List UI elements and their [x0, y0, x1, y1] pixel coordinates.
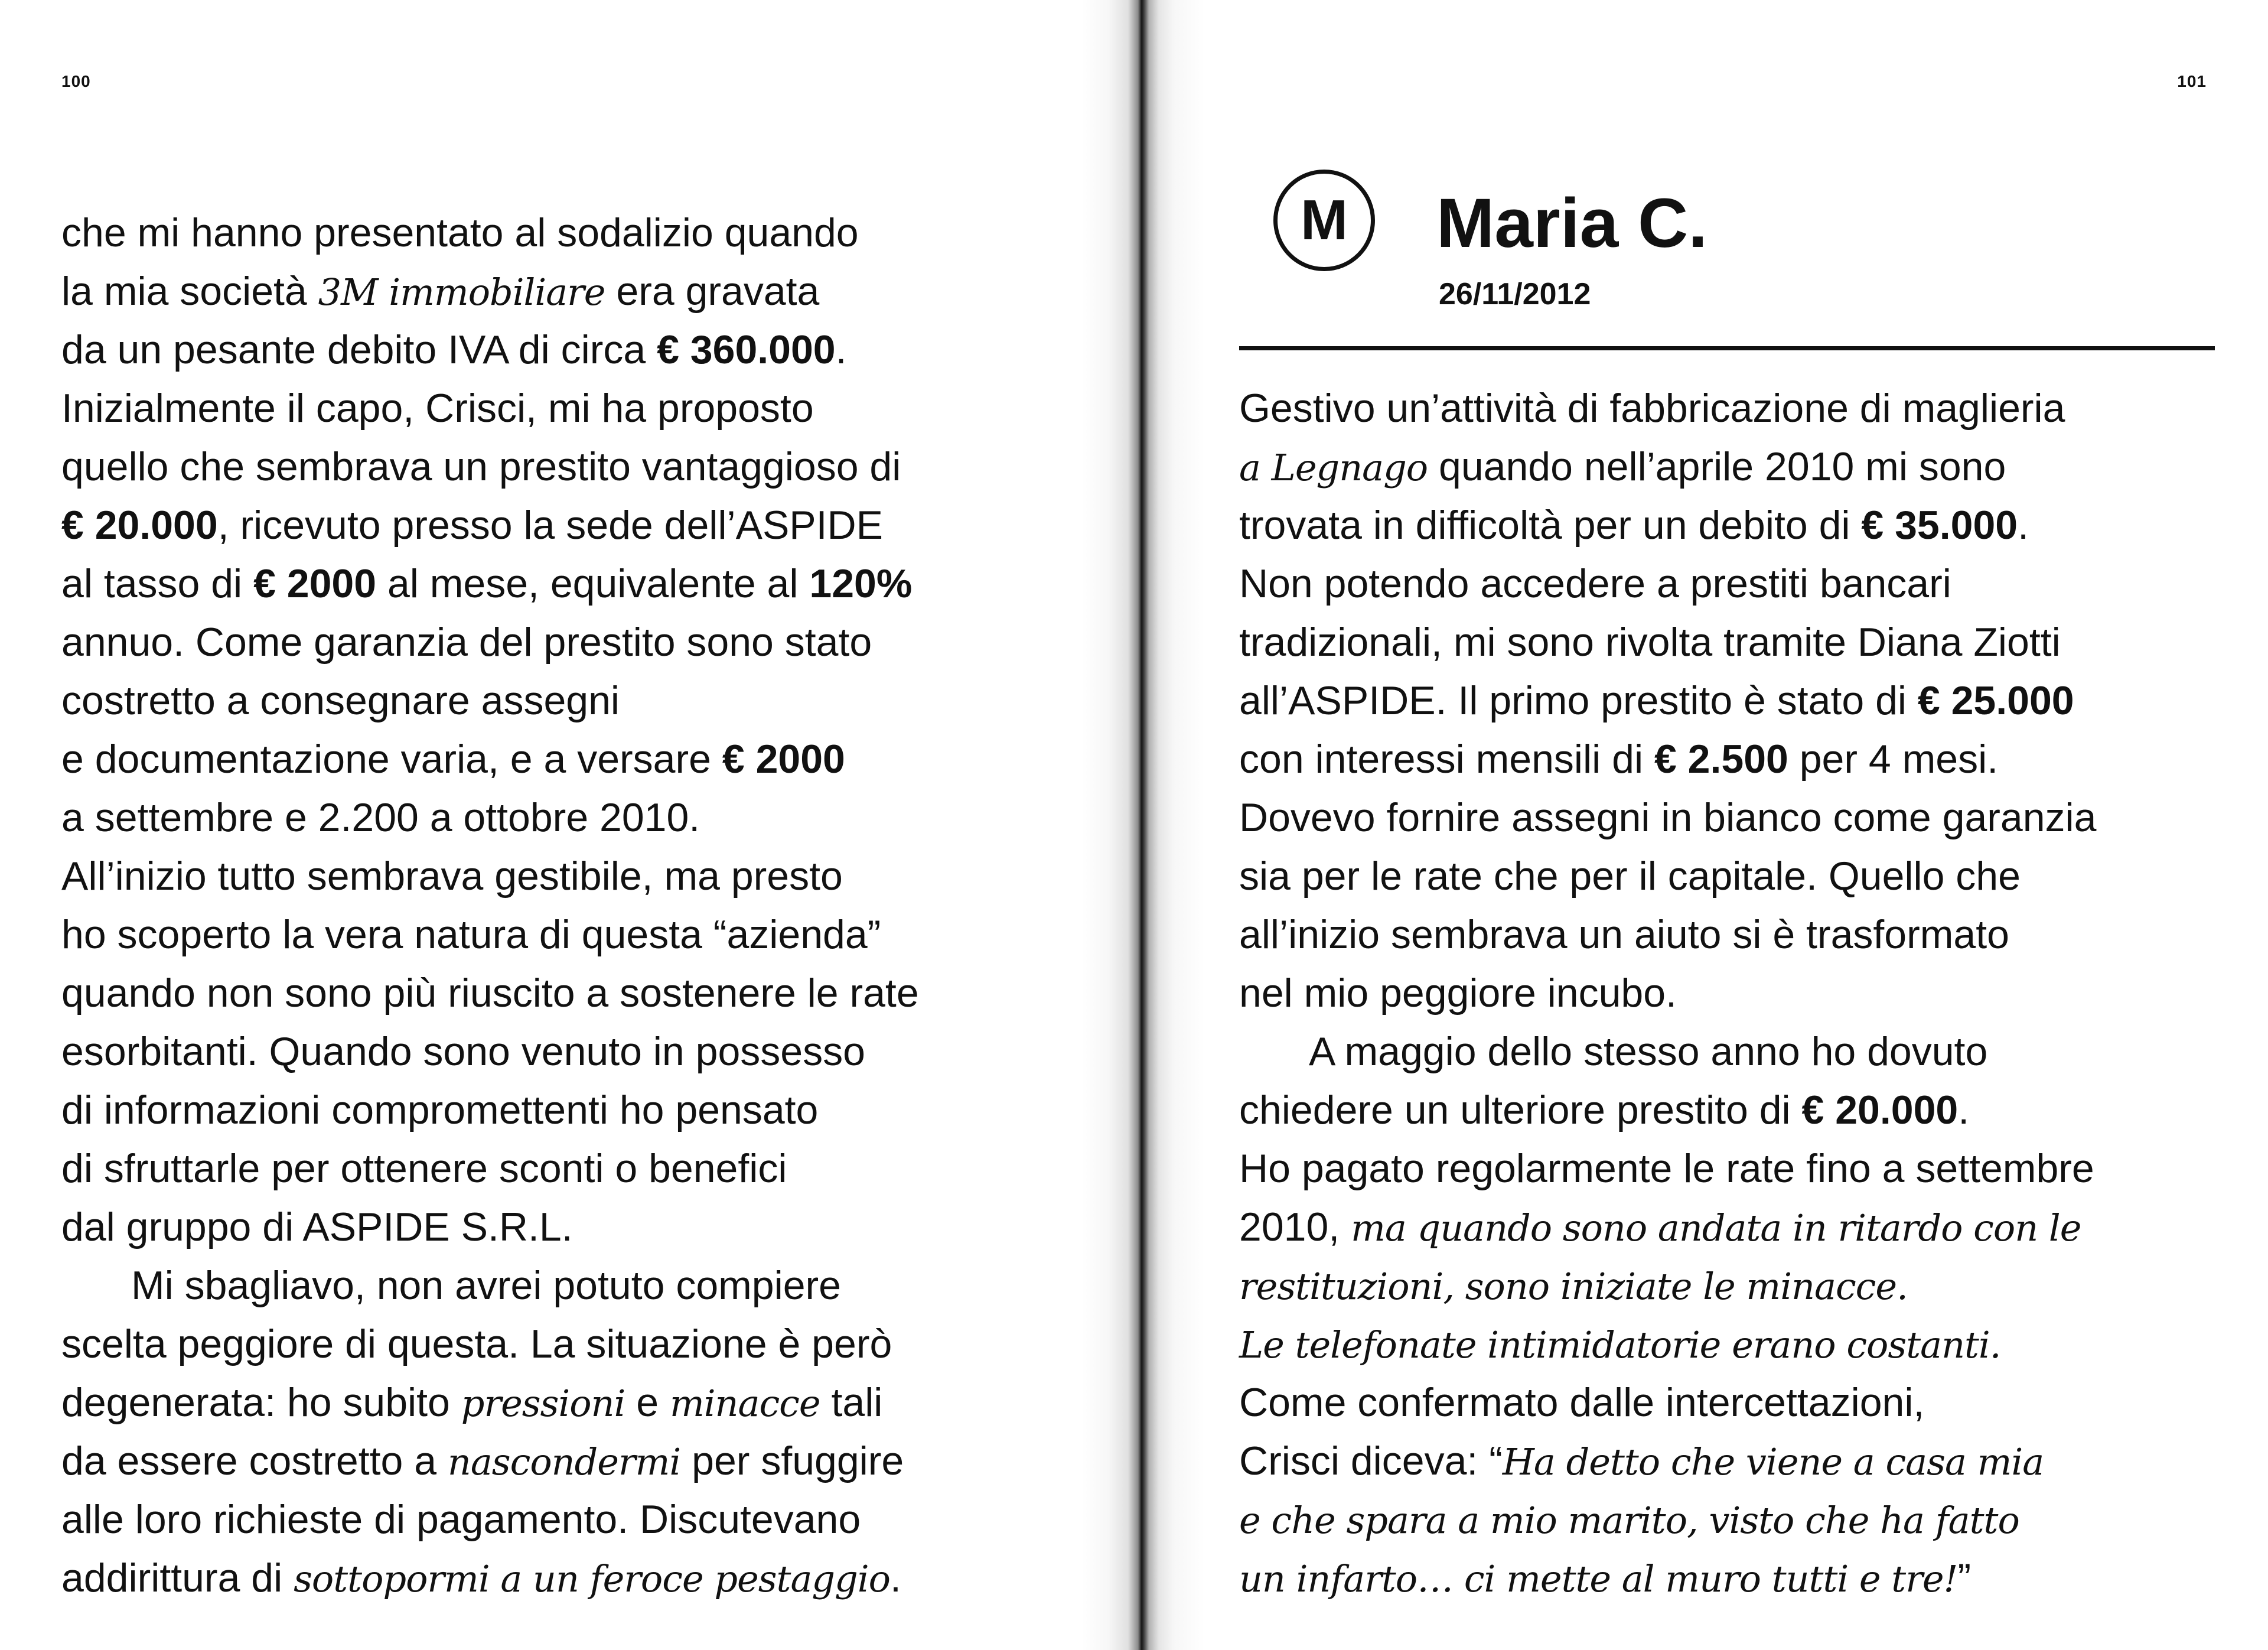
text-segment: scelta peggiore di questa. La situazione è però: [61, 1322, 892, 1366]
text-segment: tradizionali, mi sono rivolta tramite Diana Ziotti: [1239, 620, 2061, 665]
text-segment: A maggio dello stesso anno ho dovuto: [1309, 1029, 1988, 1074]
text-segment: .: [1958, 1088, 1970, 1132]
bold-amount: € 2000: [253, 561, 377, 606]
text-line: [1239, 1081, 2096, 1140]
text-segment: per sfuggire: [680, 1439, 904, 1483]
text-segment: da un pesante debito IVA di circa: [61, 327, 657, 372]
text-line: [1239, 1198, 2096, 1257]
text-line: [61, 847, 919, 906]
text-segment: Dovevo fornire assegni in bianco come garanzia: [1239, 795, 2097, 840]
heading-divider: [1239, 346, 2215, 350]
text-segment: esorbitanti. Quando sono venuto in possesso: [61, 1029, 865, 1074]
text-segment: che mi hanno presentato al sodalizio quando: [61, 210, 859, 255]
text-segment: quando nell’aprile 2010 mi sono: [1428, 444, 2006, 489]
emphasis-text: minacce: [669, 1382, 820, 1425]
text-line: [61, 1549, 919, 1607]
text-segment: Come confermato dalle intercettazioni,: [1239, 1380, 1925, 1425]
text-line: [61, 555, 919, 613]
text-line: [61, 1140, 919, 1198]
text-line: [61, 1490, 919, 1549]
emphasis-text: ma quando sono andata in ritardo con le: [1351, 1206, 2081, 1249]
page-number-left: 100: [61, 72, 91, 90]
text-line: [1239, 1374, 2096, 1432]
text-segment: quando non sono più riuscito a sostenere le rate: [61, 971, 919, 1016]
emphasis-text: Ha detto che viene a casa mia: [1502, 1440, 2044, 1483]
text-line: [61, 379, 919, 438]
text-segment: e: [625, 1380, 670, 1425]
text-line: [1239, 1549, 2096, 1607]
text-line: [1239, 1432, 2096, 1490]
text-segment: alle loro richieste di pagamento. Discutevano: [61, 1497, 861, 1542]
text-segment: addirittura di: [61, 1555, 294, 1600]
text-segment: all’inizio sembrava un aiuto si è trasformato: [1239, 912, 2009, 957]
text-line: [61, 789, 919, 847]
emphasis-text: restituzioni, sono iniziate le minacce.: [1239, 1265, 1908, 1308]
text-line: [1239, 672, 2096, 730]
text-line: [61, 613, 919, 672]
text-segment: Non potendo accedere a prestiti bancari: [1239, 561, 1951, 606]
text-segment: .: [835, 327, 847, 372]
text-line: [1239, 613, 2096, 672]
text-line: [1239, 1257, 2096, 1315]
text-line: [1239, 847, 2096, 906]
text-segment: e documentazione varia, e a versare: [61, 737, 722, 782]
text-segment: Inizialmente il capo, Crisci, mi ha proposto: [61, 386, 814, 431]
text-segment: trovata in difficoltà per un debito di: [1239, 503, 1862, 548]
text-segment: dal gruppo di ASPIDE S.R.L.: [61, 1205, 573, 1249]
text-segment: annuo. Come garanzia del prestito sono stato: [61, 620, 872, 665]
text-segment: di informazioni compromettenti ho pensato: [61, 1088, 819, 1132]
bold-amount: € 20.000: [61, 503, 218, 548]
text-segment: 2010,: [1239, 1205, 1351, 1249]
text-line: [61, 438, 919, 496]
emphasis-text: a Legnago: [1239, 446, 1428, 489]
text-line: [61, 262, 919, 321]
text-line: [61, 906, 919, 964]
emphasis-text: pressioni: [461, 1382, 625, 1425]
text-line: [1239, 1490, 2096, 1549]
right-body-text: [1239, 379, 2096, 1607]
text-line: [1239, 964, 2096, 1023]
text-line: [1239, 1140, 2096, 1198]
bold-amount: € 2000: [722, 737, 845, 782]
text-segment: .: [2018, 503, 2029, 548]
text-segment: .: [889, 1555, 901, 1600]
text-segment: all’ASPIDE. Il primo prestito è stato di: [1239, 678, 1918, 723]
emphasis-text: 3M immobiliare: [318, 271, 605, 314]
bold-amount: € 360.000: [657, 327, 836, 372]
text-line: [61, 1432, 919, 1490]
text-line: [1239, 438, 2096, 496]
text-segment: ”: [1957, 1555, 1972, 1600]
text-line: [1239, 1315, 2096, 1374]
text-segment: da essere costretto a: [61, 1439, 448, 1483]
monogram-badge: M: [1273, 170, 1375, 271]
text-line: [61, 1198, 919, 1257]
bold-amount: € 20.000: [1801, 1088, 1959, 1132]
text-segment: di sfruttarle per ottenere sconti o benefici: [61, 1146, 787, 1191]
text-segment: sia per le rate che per il capitale. Quello che: [1239, 854, 2021, 899]
text-segment: , ricevuto presso la sede dell’ASPIDE: [217, 503, 884, 548]
text-line: [61, 204, 919, 262]
text-segment: la mia società: [61, 269, 318, 314]
emphasis-text: e che spara a mio marito, visto che ha fatto: [1239, 1499, 2019, 1542]
text-line: [1239, 906, 2096, 964]
text-segment: All’inizio tutto sembrava gestibile, ma presto: [61, 854, 843, 899]
left-body-text: [61, 204, 919, 1607]
text-segment: con interessi mensili di: [1239, 737, 1654, 782]
text-line: [61, 496, 919, 555]
text-line: [61, 1081, 919, 1140]
emphasis-text: nascondermi: [447, 1440, 681, 1483]
text-line: [61, 672, 919, 730]
text-line: [1239, 379, 2096, 438]
text-segment: ho scoperto la vera natura di questa “azienda”: [61, 912, 881, 957]
text-line: [61, 1023, 919, 1081]
text-line: [1239, 1023, 2096, 1081]
bold-amount: € 25.000: [1917, 678, 2074, 723]
text-line: [1239, 555, 2096, 613]
bold-amount: 120%: [809, 561, 913, 606]
emphasis-text: un infarto… ci mette al muro tutti e tre!: [1239, 1557, 1958, 1600]
text-segment: al mese, equivalente al: [376, 561, 810, 606]
emphasis-text: sottopormi a un feroce pestaggio: [294, 1557, 890, 1600]
text-segment: Crisci diceva: “: [1239, 1439, 1503, 1483]
text-line: [61, 1315, 919, 1374]
text-segment: quello che sembrava un prestito vantaggioso di: [61, 444, 901, 489]
text-segment: per 4 mesi.: [1788, 737, 1999, 782]
text-segment: chiedere un ulteriore prestito di: [1239, 1088, 1802, 1132]
text-segment: era gravata: [605, 269, 820, 314]
text-segment: degenerata: ho subito: [61, 1380, 461, 1425]
text-line: [1239, 730, 2096, 789]
bold-amount: € 2.500: [1654, 737, 1788, 782]
text-segment: al tasso di: [61, 561, 254, 606]
text-segment: a settembre e 2.200 a ottobre 2010.: [61, 795, 700, 840]
text-segment: tali: [820, 1380, 883, 1425]
text-line: [61, 1374, 919, 1432]
emphasis-text: Le telefonate intimidatorie erano costanti.: [1239, 1323, 2001, 1366]
text-segment: Mi sbagliavo, non avrei potuto compiere: [131, 1263, 841, 1308]
text-line: [61, 964, 919, 1023]
text-line: [61, 321, 919, 379]
text-segment: costretto a consegnare assegni: [61, 678, 620, 723]
testimony-name: Maria C.: [1436, 184, 1708, 262]
text-line: [61, 730, 919, 789]
bold-amount: € 35.000: [1861, 503, 2018, 548]
text-segment: Ho pagato regolarmente le rate fino a settembre: [1239, 1146, 2094, 1191]
left-page: [0, 0, 1122, 1650]
text-line: [1239, 496, 2096, 555]
text-segment: Gestivo un’attività di fabbricazione di maglieria: [1239, 386, 2065, 431]
page-number-right: 101: [2177, 72, 2207, 90]
text-line: [1239, 789, 2096, 847]
text-segment: nel mio peggiore incubo.: [1239, 971, 1677, 1016]
text-line: [61, 1257, 919, 1315]
testimony-date: 26/11/2012: [1439, 277, 1591, 311]
